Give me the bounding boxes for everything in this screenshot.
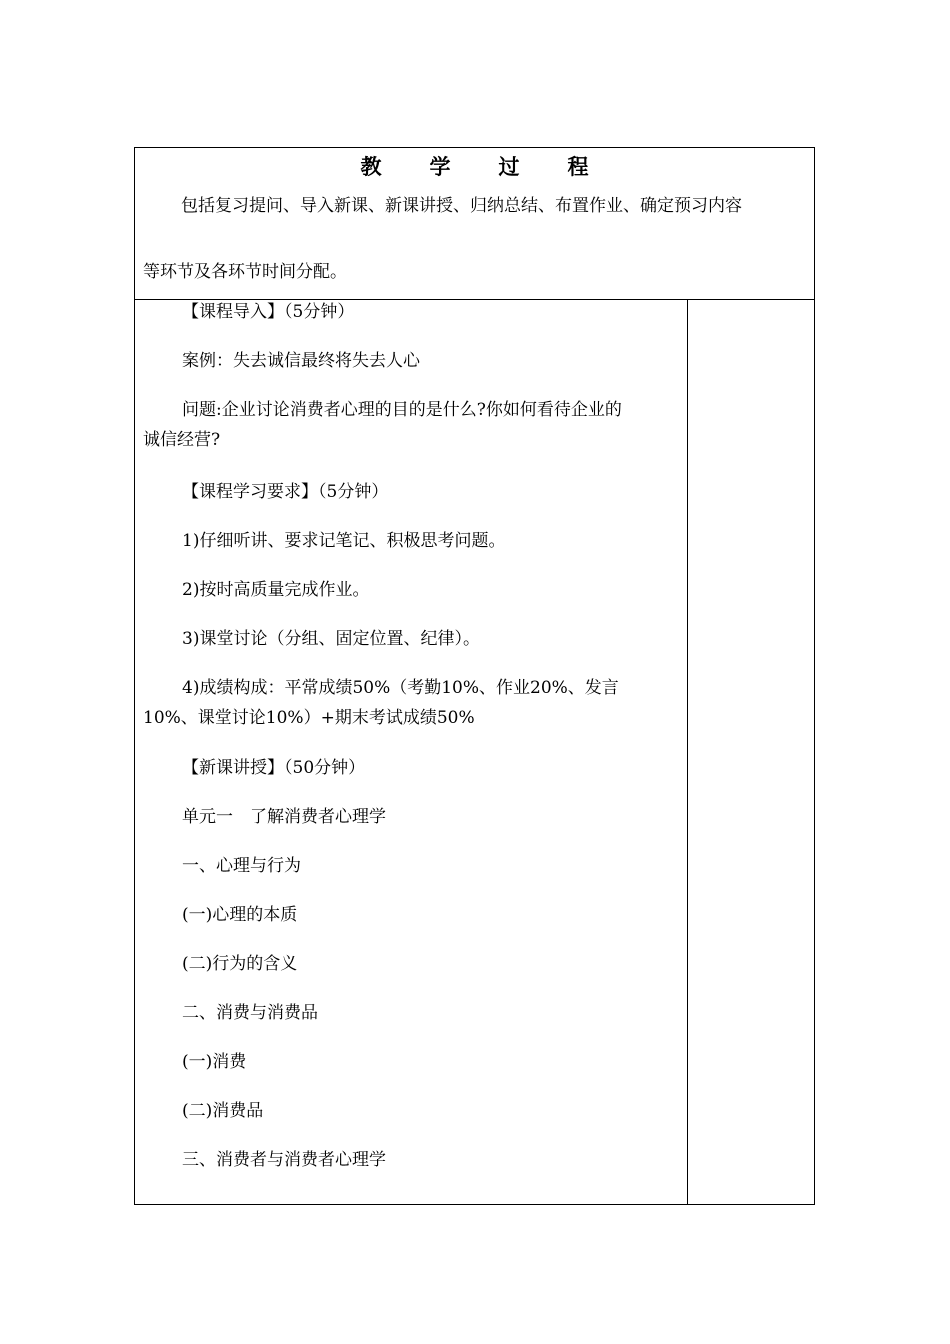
outline-item: (一)心理的本质	[182, 905, 298, 925]
content-cell	[135, 300, 688, 1204]
outline-item: 一、心理与行为	[182, 856, 301, 876]
requirement-item-continued: 10%、课堂讨论10%）+期末考试成绩50%	[143, 708, 475, 728]
outline-item: (一)消费	[182, 1052, 247, 1072]
section-heading-intro: 【课程导入】（5分钟）	[182, 302, 355, 322]
outline-item: (二)行为的含义	[182, 954, 298, 974]
requirement-item: 2)按时高质量完成作业。	[182, 580, 370, 600]
section-heading-new-lesson: 【新课讲授】（50分钟）	[182, 758, 366, 778]
notes-cell	[688, 300, 814, 1204]
lesson-table	[134, 147, 815, 1205]
table-header-cell	[135, 148, 814, 300]
question-line-continued: 诚信经营?	[143, 430, 221, 450]
outline-item: (二)消费品	[182, 1101, 264, 1121]
outline-item: 二、消费与消费品	[182, 1003, 318, 1023]
requirement-item: 1)仔细听讲、要求记笔记、积极思考问题。	[182, 531, 506, 551]
page-title: 教学过程	[360, 155, 637, 179]
outline-item: 三、消费者与消费者心理学	[182, 1150, 386, 1170]
section-heading-requirements: 【课程学习要求】（5分钟）	[182, 482, 389, 502]
case-line: 案例：失去诚信最终将失去人心	[182, 351, 420, 371]
requirement-item: 4)成绩构成：平常成绩50%（考勤10%、作业20%、发言	[182, 678, 619, 698]
question-line: 问题:企业讨论消费者心理的目的是什么?你如何看待企业的	[182, 400, 622, 420]
unit-title: 单元一 了解消费者心理学	[182, 807, 386, 827]
header-description: 包括复习提问、导入新课、新课讲授、归纳总结、布置作业、确定预习内容	[181, 196, 742, 216]
header-description-continued: 等环节及各环节时间分配。	[143, 262, 347, 282]
requirement-item: 3)课堂讨论（分组、固定位置、纪律）。	[182, 629, 480, 649]
